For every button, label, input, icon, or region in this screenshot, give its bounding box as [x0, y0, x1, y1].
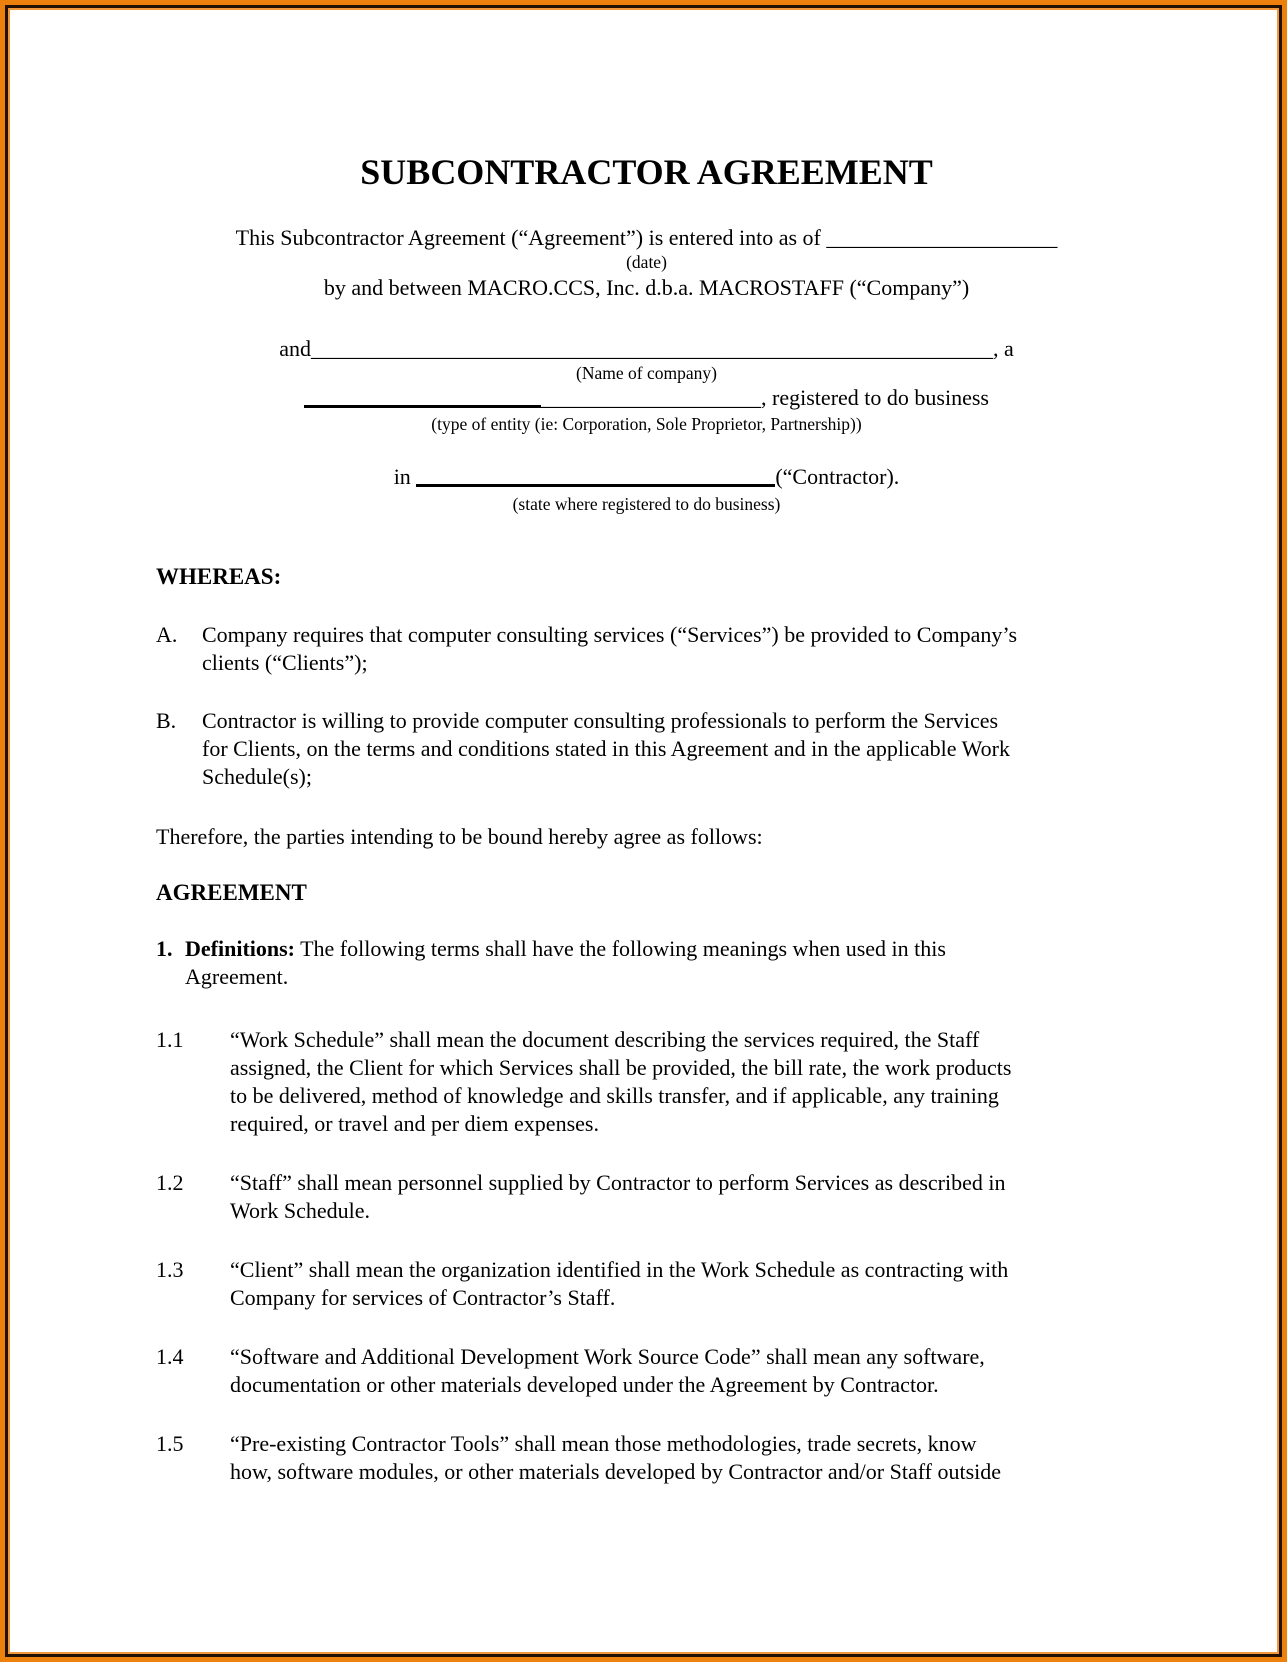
definitions-list [156, 1026, 1137, 1486]
definition-number: 1.1 [156, 1027, 184, 1052]
definitions-intro-term: Definitions: [185, 936, 295, 961]
definition-item [156, 1430, 1137, 1486]
state-caption: (state where registered to do business) [512, 494, 781, 514]
company-name-blank: ______________________________________________________________ [311, 336, 993, 361]
in-word: in [393, 464, 417, 489]
recital-item [156, 621, 1137, 677]
entity-type-caption: (type of entity (ie: Corporation, Sole Proprietor, Partnership)) [431, 414, 862, 434]
state-line [156, 463, 1137, 491]
definition-number: 1.4 [156, 1344, 184, 1369]
definition-item [156, 1169, 1137, 1225]
definition-text: “Client” shall mean the organization identified in the Work Schedule as contracting with Company for services of Contractor’s Staff. [230, 1257, 1009, 1310]
company-name-caption: (Name of company) [576, 363, 717, 383]
definition-number: 1.3 [156, 1257, 184, 1282]
definition-text: “Pre-existing Contractor Tools” shall mean those methodologies, trade secrets, know how, software modules, or other materials developed by Contractor and/or Staff outside [230, 1431, 1002, 1484]
document-title: SUBCONTRACTOR AGREEMENT [360, 152, 933, 192]
document-header [156, 150, 1137, 515]
recitals-list [156, 621, 1137, 791]
definition-number: 1.2 [156, 1170, 184, 1195]
definition-text: “Software and Additional Development Work Source Code” shall mean any software, documentation or other materials developed under the Agreement by Contractor. [230, 1344, 985, 1397]
definitions-intro-text-line2: Agreement. [185, 964, 289, 989]
agreement-heading: AGREEMENT [156, 880, 307, 905]
entity-type-line [156, 384, 1137, 412]
parties-line: by and between MACRO.CCS, Inc. d.b.a. MACROSTAFF (“Company”) [323, 275, 970, 300]
recital-text: Company requires that computer consulting services (“Services”) be provided to Company’s clients (“Clients”); [202, 622, 1018, 675]
recital-text: Contractor is willing to provide computer consulting professionals to perform the Services for Clients, on the terms and conditions stated in this Agreement and in the applicable Work Schedule(s); [202, 708, 1010, 789]
entity-type-blank-underscores: ____________________ [541, 385, 762, 410]
date-caption: (date) [626, 252, 667, 272]
recital-marker: A. [156, 622, 178, 647]
recital-item [156, 707, 1137, 791]
intro-entered-text: This Subcontractor Agreement (“Agreement”) is entered into as of [235, 225, 827, 250]
registered-text: , registered to do business [761, 385, 989, 410]
page-frame-inner-line [8, 8, 1279, 1654]
company-name-line [156, 335, 1137, 363]
definitions-intro [156, 935, 1137, 991]
recital-marker: B. [156, 708, 177, 733]
date-blank: _____________________ [826, 225, 1058, 250]
definition-text: “Work Schedule” shall mean the document describing the services required, the Staff assigned, the Client for which Services shall be provided, the bill rate, the work products to be delivered, method of knowledge and skills transfer, and if applicable, any training required, or travel and per diem expenses. [230, 1027, 1012, 1136]
definition-item [156, 1343, 1137, 1399]
page-frame-dark-line [5, 5, 1282, 1657]
state-blank-rule [416, 484, 775, 488]
definitions-intro-number: 1. [156, 936, 173, 961]
document-page [10, 10, 1277, 1652]
and-suffix: , a [993, 336, 1014, 361]
whereas-heading: WHEREAS: [156, 564, 282, 589]
and-word: and [279, 336, 311, 361]
definition-text: “Staff” shall mean personnel supplied by Contractor to perform Services as described in Work Schedule. [230, 1170, 1006, 1223]
definition-item [156, 1256, 1137, 1312]
entity-type-blank-rule [304, 405, 541, 409]
definition-number: 1.5 [156, 1431, 184, 1456]
definition-item [156, 1026, 1137, 1138]
contractor-text: (“Contractor). [775, 464, 900, 489]
therefore-paragraph: Therefore, the parties intending to be bound hereby agree as follows: [156, 824, 763, 849]
definitions-intro-text: The following terms shall have the following meanings when used in this [295, 936, 946, 961]
intro-line [156, 224, 1137, 252]
